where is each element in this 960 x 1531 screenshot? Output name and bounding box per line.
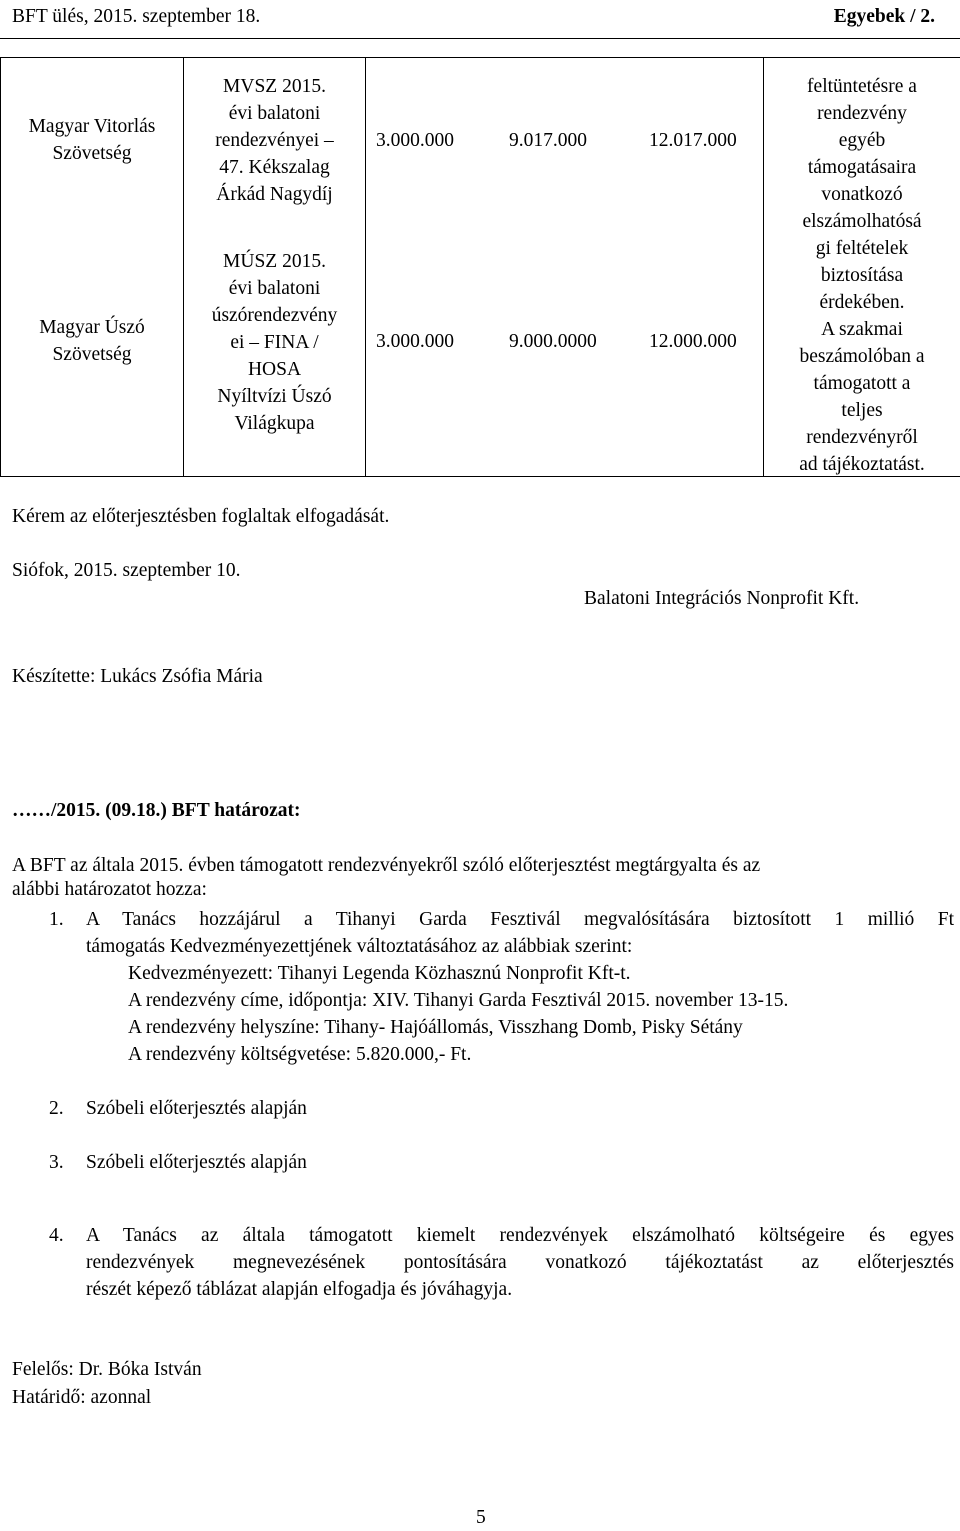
item-1-venue: A rendezvény helyszíne: Tihany- Hajóállomás, Visszhang Domb, Pisky Sétány: [128, 1014, 743, 1041]
events-table: [0, 57, 960, 477]
item-1-line2: támogatás Kedvezményezettjének változtatásához az alábbiak szerint:: [86, 933, 632, 960]
item-2-number: 2.: [49, 1095, 64, 1122]
item-4-number: 4.: [49, 1222, 64, 1249]
item-1-budget: A rendezvény költségvetése: 5.820.000,- Ft.: [128, 1041, 471, 1068]
prepared-by: Készítette: Lukács Zsófia Mária: [12, 663, 263, 690]
item-1-line1: A Tanács hozzájárul a Tihanyi Garda Fesztivál megvalósítására biztosított 1 millió Ft: [86, 906, 954, 933]
item-4-line3: részét képező táblázat alapján elfogadja és jóváhagyja.: [86, 1276, 512, 1303]
header-section: Egyebek / 2.: [834, 3, 935, 30]
item-1-number: 1.: [49, 906, 64, 933]
responsible-person: Felelős: Dr. Bóka István: [12, 1356, 202, 1383]
event-mvsz: MVSZ 2015. évi balatoni rendezvényei – 47. Kékszalag Árkád Nagydíj: [184, 73, 365, 208]
amount-cell: 12.017.000: [649, 127, 737, 154]
company-name: Balatoni Integrációs Nonprofit Kft.: [584, 585, 859, 612]
item-2-text: Szóbeli előterjesztés alapján: [86, 1095, 307, 1122]
resolution-title: ……/2015. (09.18.) BFT határozat:: [12, 797, 301, 824]
amount-cell: 12.000.000: [649, 328, 737, 355]
page-number: 5: [476, 1504, 486, 1531]
request-text: Kérem az előterjesztésben foglaltak elfogadását.: [12, 503, 389, 530]
event-musz: MÚSZ 2015. évi balatoni úszórendezvény ei – FINA / HOSA Nyíltvízi Úszó Világkupa: [184, 248, 365, 437]
event-column: [184, 58, 366, 477]
item-3-text: Szóbeli előterjesztés alapján: [86, 1149, 307, 1176]
item-4-line1: A Tanács az általa támogatott kiemelt rendezvények elszámolható költségeire és egyes: [86, 1222, 954, 1249]
amount-cell: 3.000.000: [376, 127, 454, 154]
organization-uszo: Magyar Úszó Szövetség: [1, 314, 183, 368]
note-column: [764, 58, 960, 477]
item-4-line2: rendezvények megnevezésének pontosítására vonatkozó tájékoztatást az előterjesztés: [86, 1249, 954, 1276]
header-divider: [0, 38, 960, 39]
deadline: Határidő: azonnal: [12, 1384, 151, 1411]
resolution-intro-line2: alábbi határozatot hozza:: [12, 876, 207, 903]
organization-column: [1, 58, 184, 477]
amount-cell: 9.017.000: [509, 127, 587, 154]
amount-cell: 3.000.000: [376, 328, 454, 355]
item-1-event-title: A rendezvény címe, időpontja: XIV. Tihanyi Garda Fesztivál 2015. november 13-15.: [128, 987, 788, 1014]
amounts-column: [366, 58, 764, 477]
item-3-number: 3.: [49, 1149, 64, 1176]
amount-cell: 9.000.0000: [509, 328, 597, 355]
header-title: BFT ülés, 2015. szeptember 18.: [12, 3, 260, 30]
resolution-intro-line1: A BFT az általa 2015. évben támogatott rendezvényekről szóló előterjesztést megtárgyalta és az: [12, 852, 760, 879]
place-date: Siófok, 2015. szeptember 10.: [12, 557, 241, 584]
item-1-beneficiary: Kedvezményezett: Tihanyi Legenda Közhasznú Nonprofit Kft-t.: [128, 960, 631, 987]
note-text: feltüntetésre a rendezvény egyéb támogatásaira vonatkozó elszámolhatósá gi feltételek biztosítása érdekében. A szakmai beszámolóban a támogatott a teljes rendezvényről ad tájékoztatást.: [764, 73, 960, 478]
organization-vitorlas: Magyar Vitorlás Szövetség: [1, 113, 183, 167]
